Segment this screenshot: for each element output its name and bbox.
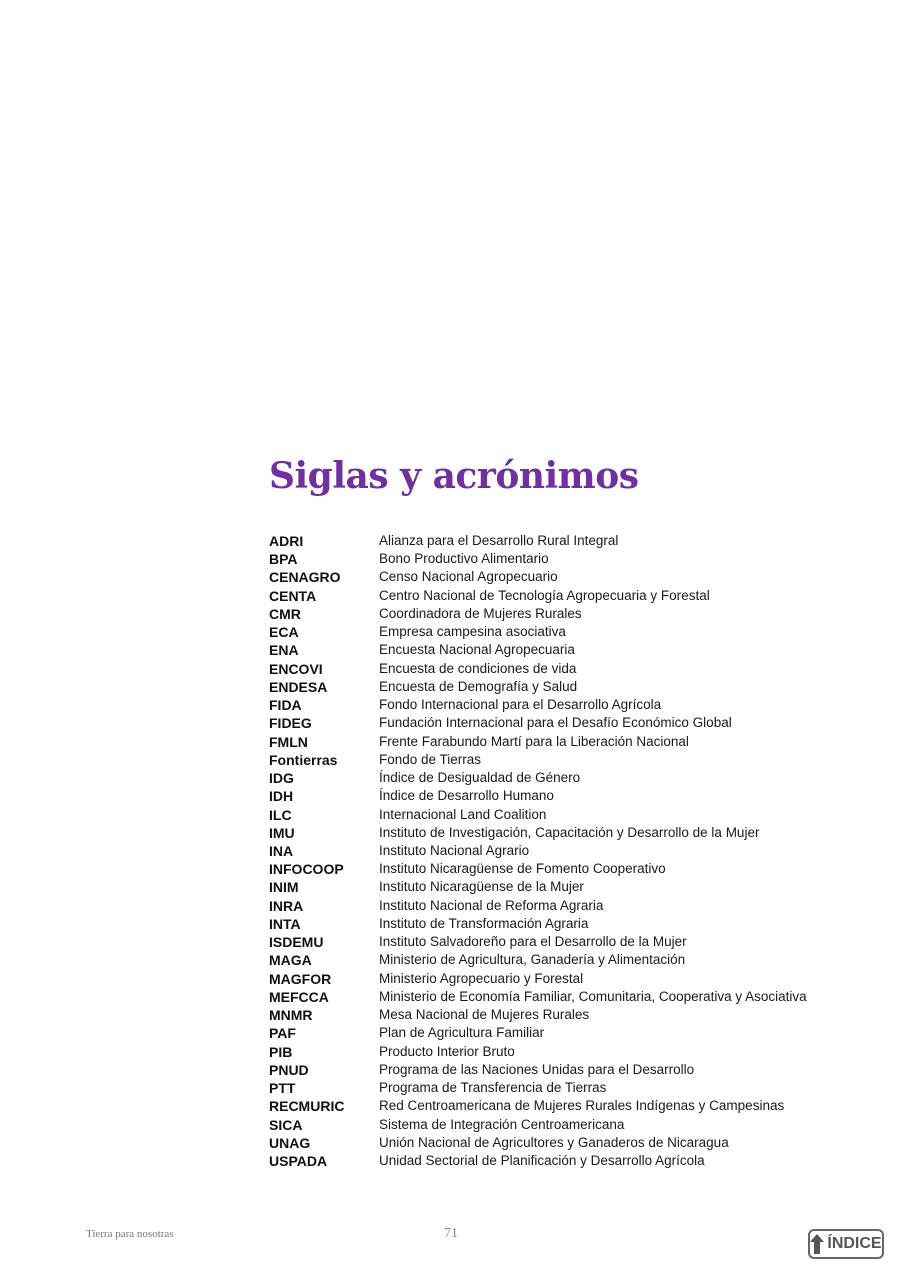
acronym-row bbox=[269, 970, 869, 988]
acronym-definition: Frente Farabundo Martí para la Liberación Nacional bbox=[379, 733, 689, 749]
acronym-abbr: ISDEMU bbox=[269, 934, 324, 951]
page-number: 71 bbox=[444, 1226, 458, 1241]
acronym-row bbox=[269, 1043, 869, 1061]
acronym-abbr: PTT bbox=[269, 1080, 296, 1097]
acronym-definition: Programa de las Naciones Unidas para el Desarrollo bbox=[379, 1061, 695, 1077]
acronym-abbr: CENTA bbox=[269, 587, 317, 604]
acronym-definition: Plan de Agricultura Familiar bbox=[379, 1025, 545, 1041]
acronym-row bbox=[269, 842, 869, 860]
index-button-label: ÍNDICE bbox=[827, 1235, 882, 1252]
acronym-abbr: SICA bbox=[269, 1116, 303, 1133]
acronym-definition: Instituto Nicaragüense de Fomento Cooperativo bbox=[379, 861, 666, 877]
acronym-definition: Instituto Nacional de Reforma Agraria bbox=[379, 897, 604, 913]
acronym-definition: Empresa campesina asociativa bbox=[379, 624, 566, 640]
acronym-definition: Unidad Sectorial de Planificación y Desarrollo Agrícola bbox=[379, 1152, 705, 1168]
acronym-definition: Encuesta de Demografía y Salud bbox=[379, 678, 578, 694]
acronym-abbr: INIM bbox=[269, 879, 299, 896]
acronym-row bbox=[269, 623, 869, 641]
acronym-row bbox=[269, 824, 869, 842]
acronym-abbr: UNAG bbox=[269, 1134, 311, 1151]
acronym-row bbox=[269, 532, 869, 550]
acronym-abbr: FMLN bbox=[269, 733, 308, 750]
acronym-row bbox=[269, 641, 869, 659]
acronym-row bbox=[269, 915, 869, 933]
acronym-definition: Instituto Salvadoreño para el Desarrollo de la Mujer bbox=[379, 934, 687, 950]
acronym-definition: Ministerio Agropecuario y Forestal bbox=[379, 970, 584, 986]
acronym-abbr: MNMR bbox=[269, 1007, 313, 1024]
acronym-definition: Coordinadora de Mujeres Rurales bbox=[379, 605, 582, 621]
acronym-abbr: ENCOVI bbox=[269, 660, 323, 677]
acronym-definition: Fundación Internacional para el Desafío Económico Global bbox=[379, 715, 732, 731]
acronym-definition: Instituto de Investigación, Capacitación y Desarrollo de la Mujer bbox=[379, 824, 760, 840]
acronym-abbr: PAF bbox=[269, 1025, 296, 1042]
acronym-row bbox=[269, 1097, 869, 1115]
acronym-definition: Fondo Internacional para el Desarrollo Agrícola bbox=[379, 697, 662, 713]
acronym-row bbox=[269, 1079, 869, 1097]
acronym-abbr: ADRI bbox=[269, 533, 304, 549]
acronym-definition: Instituto de Transformación Agraria bbox=[379, 915, 589, 931]
acronym-row bbox=[269, 878, 869, 896]
acronym-definition: Centro Nacional de Tecnología Agropecuaria y Forestal bbox=[379, 587, 710, 603]
acronym-abbr: MAGA bbox=[269, 952, 312, 969]
page-title: Siglas y acrónimos bbox=[269, 455, 639, 497]
acronym-abbr: IDG bbox=[269, 770, 294, 787]
acronym-definition: Bono Productivo Alimentario bbox=[379, 551, 549, 567]
acronym-abbr: INTA bbox=[269, 915, 301, 932]
acronym-definition: Producto Interior Bruto bbox=[379, 1043, 515, 1059]
acronym-row bbox=[269, 787, 869, 805]
acronym-row bbox=[269, 1152, 869, 1170]
acronym-abbr: FIDEG bbox=[269, 715, 312, 732]
acronym-abbr: Fontierras bbox=[269, 751, 338, 768]
acronym-row bbox=[269, 897, 869, 915]
acronym-abbr: IDH bbox=[269, 788, 294, 805]
arrow-up-icon bbox=[810, 1234, 824, 1254]
publication-title: Tierra para nosotras bbox=[86, 1228, 174, 1240]
acronym-abbr: INRA bbox=[269, 897, 304, 914]
acronym-row bbox=[269, 678, 869, 696]
acronym-abbr: CENAGRO bbox=[269, 569, 341, 586]
acronym-abbr: ILC bbox=[269, 806, 292, 823]
acronym-abbr: PIB bbox=[269, 1043, 293, 1060]
acronym-abbr: MAGFOR bbox=[269, 970, 332, 987]
acronym-definition: Encuesta de condiciones de vida bbox=[379, 660, 577, 676]
acronym-row bbox=[269, 605, 869, 623]
acronym-abbr: ENDESA bbox=[269, 678, 328, 695]
acronym-row bbox=[269, 714, 869, 732]
acronym-definition: Unión Nacional de Agricultores y Ganaderos de Nicaragua bbox=[379, 1134, 729, 1150]
acronym-definition: Índice de Desarrollo Humano bbox=[379, 788, 554, 804]
acronym-abbr: BPA bbox=[269, 551, 298, 568]
acronym-row bbox=[269, 660, 869, 678]
acronym-definition: Instituto Nicaragüense de la Mujer bbox=[379, 879, 584, 895]
acronym-row bbox=[269, 550, 869, 568]
acronym-row bbox=[269, 568, 869, 586]
acronym-abbr: PNUD bbox=[269, 1061, 309, 1078]
acronym-definition: Encuesta Nacional Agropecuaria bbox=[379, 642, 575, 658]
acronym-row bbox=[269, 806, 869, 824]
acronym-definition: Programa de Transferencia de Tierras bbox=[379, 1080, 607, 1096]
acronym-definition: Alianza para el Desarrollo Rural Integral bbox=[379, 533, 619, 548]
acronym-row bbox=[269, 933, 869, 951]
acronym-definition: Mesa Nacional de Mujeres Rurales bbox=[379, 1007, 590, 1023]
index-button[interactable] bbox=[808, 1229, 884, 1259]
acronym-definition: Fondo de Tierras bbox=[379, 751, 482, 767]
acronym-definition: Internacional Land Coalition bbox=[379, 806, 547, 822]
acronym-definition: Ministerio de Economía Familiar, Comunitaria, Cooperativa y Asociativa bbox=[379, 988, 807, 1004]
acronym-row bbox=[269, 1024, 869, 1042]
acronym-list bbox=[269, 532, 869, 1170]
acronym-abbr: ENA bbox=[269, 642, 299, 659]
acronym-row bbox=[269, 1134, 869, 1152]
acronym-row bbox=[269, 860, 869, 878]
acronym-definition: Índice de Desigualdad de Género bbox=[379, 770, 581, 786]
acronym-row bbox=[269, 988, 869, 1006]
acronym-row bbox=[269, 587, 869, 605]
acronym-row bbox=[269, 1061, 869, 1079]
acronym-abbr: INFOCOOP bbox=[269, 861, 344, 878]
acronym-abbr: USPADA bbox=[269, 1152, 328, 1169]
acronym-row bbox=[269, 951, 869, 969]
acronym-abbr: RECMURIC bbox=[269, 1098, 345, 1115]
acronym-definition: Censo Nacional Agropecuario bbox=[379, 569, 558, 585]
acronym-abbr: INA bbox=[269, 842, 294, 859]
acronym-row bbox=[269, 769, 869, 787]
acronym-definition: Ministerio de Agricultura, Ganadería y Alimentación bbox=[379, 952, 686, 968]
acronym-row bbox=[269, 1116, 869, 1134]
acronym-abbr: CMR bbox=[269, 605, 301, 622]
acronym-definition: Red Centroamericana de Mujeres Rurales Indígenas y Campesinas bbox=[379, 1098, 785, 1114]
acronym-definition: Instituto Nacional Agrario bbox=[379, 842, 530, 858]
acronym-definition: Sistema de Integración Centroamericana bbox=[379, 1116, 625, 1132]
acronym-abbr: MEFCCA bbox=[269, 988, 329, 1005]
acronym-row bbox=[269, 733, 869, 751]
acronym-abbr: ECA bbox=[269, 624, 299, 641]
acronym-abbr: FIDA bbox=[269, 697, 302, 714]
acronym-abbr: IMU bbox=[269, 824, 295, 841]
acronym-row bbox=[269, 1006, 869, 1024]
acronym-row bbox=[269, 751, 869, 769]
acronym-row bbox=[269, 696, 869, 714]
